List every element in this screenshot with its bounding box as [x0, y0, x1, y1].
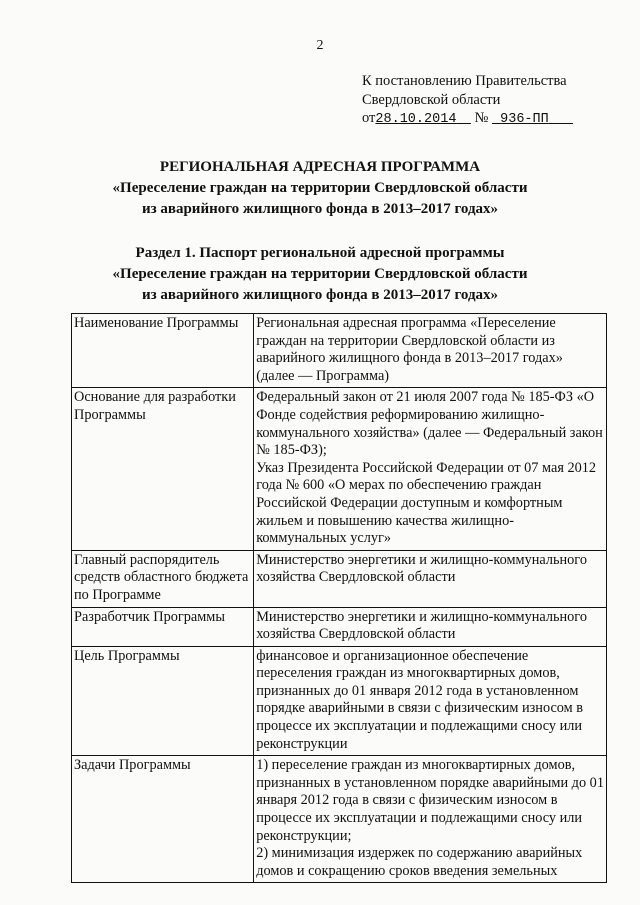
- row-value: [254, 388, 607, 550]
- row-label: Главный распорядитель средств областного бюджета по Программе: [72, 550, 254, 607]
- row-value-paragraph: Указ Президента Российской Федерации от 07 мая 2012 года № 600 «О мерах по обеспечению граждан Российской Федерации доступным и комфортным жильем и повышению качества жилищно-коммунальных услуг»: [256, 459, 597, 547]
- decree-date: 28.10.2014: [375, 112, 457, 127]
- row-label: Задачи Программы: [72, 756, 254, 883]
- title-line-1: РЕГИОНАЛЬНАЯ АДРЕСНАЯ ПРОГРАММА: [159, 159, 481, 175]
- row-label: Основание для разработки Программы: [72, 388, 254, 550]
- attachment-line-1: К постановлению Правительства: [362, 73, 567, 89]
- decree-number: 936-ПП: [500, 112, 549, 127]
- table-row: [72, 314, 607, 388]
- row-label: Наименование Программы: [72, 314, 254, 388]
- table-row: [72, 550, 607, 607]
- title-line-3: из аварийного жилищного фонда в 2013–2017 годах»: [141, 201, 499, 217]
- title-line-2: «Переселение граждан на территории Свердловской области: [112, 180, 528, 196]
- table-row: [72, 646, 607, 756]
- row-label: Разработчик Программы: [72, 607, 254, 646]
- row-value-paragraph: Федеральный закон от 21 июля 2007 года № 185-ФЗ «О Фонде содействия реформированию жилищно-коммунального хозяйства» (далее — Федеральный закон № 185-ФЗ);: [256, 389, 603, 459]
- passport-table: [71, 313, 607, 883]
- section-line-1: Раздел 1. Паспорт региональной адресной программы: [135, 245, 505, 261]
- row-value: финансовое и организационное обеспечение переселения граждан из многоквартирных домов, признанных до 01 января 2012 года в установленном порядке аварийными в связи с физическим износом в процессе их эксплуатации и подлежащими сносу или реконструкции: [254, 646, 607, 756]
- table-row: [72, 388, 607, 550]
- row-value: Министерство энергетики и жилищно-коммунального хозяйства Свердловской области: [254, 607, 607, 646]
- row-value-paragraph: 2) минимизация издержек по содержанию аварийных домов и сокращению сроков введения земельных: [256, 845, 583, 879]
- row-value: Министерство энергетики и жилищно-коммунального хозяйства Свердловской области: [254, 550, 607, 607]
- attachment-note: [362, 72, 573, 130]
- section-heading: [0, 243, 640, 306]
- document-title: [0, 157, 640, 220]
- row-value: Региональная адресная программа «Переселение граждан на территории Свердловской области из аварийного жилищного фонда в 2013–2017 годах» (далее — Программа): [254, 314, 607, 388]
- section-line-2: «Переселение граждан на территории Свердловской области: [112, 266, 528, 282]
- row-label: Цель Программы: [72, 646, 254, 756]
- attachment-line-2: Свердловской области: [362, 91, 501, 108]
- row-value-paragraph: 1) переселение граждан из многоквартирных домов, признанных в установленном порядке аварийными до 01 января 2012 года в связи с физическим износом в процессе их эксплуатации и подлежащими сносу или реконструкции;: [256, 757, 604, 844]
- section-line-3: из аварийного жилищного фонда в 2013–2017 годах»: [141, 287, 499, 303]
- row-value: [254, 756, 607, 883]
- date-prefix: от: [362, 110, 376, 126]
- attachment-date-line: [362, 109, 573, 130]
- number-prefix: №: [474, 110, 489, 126]
- table-row: [72, 607, 607, 646]
- table-row: [72, 756, 607, 883]
- page-number: 2: [316, 38, 324, 53]
